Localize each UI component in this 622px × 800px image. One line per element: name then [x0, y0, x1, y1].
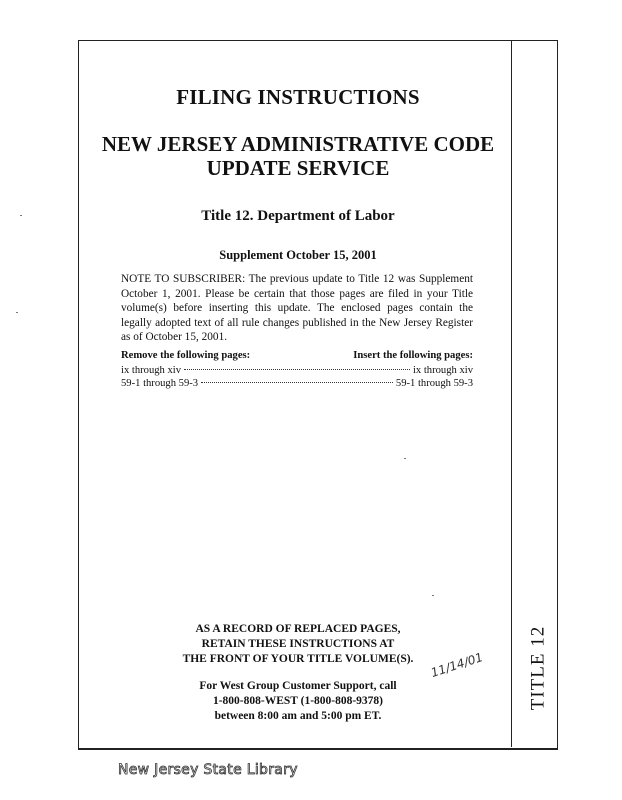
side-tab-label: TITLE 12 [527, 625, 549, 710]
code-title-line1: NEW JERSEY ADMINISTRATIVE CODE [101, 132, 495, 156]
title-line: Title 12. Department of Labor [201, 208, 395, 224]
scan-speck [20, 215, 22, 216]
insert-header: Insert the following pages: [353, 350, 473, 361]
scan-speck [16, 312, 18, 313]
record-line2: RETAIN THESE INSTRUCTIONS AT [201, 638, 395, 650]
side-tab [526, 625, 550, 710]
record-line1: AS A RECORD OF REPLACED PAGES, [195, 623, 401, 635]
handwritten-date: 11/14/01 [429, 650, 485, 680]
record-line3: THE FRONT OF YOUR TITLE VOLUME(S). [182, 653, 414, 665]
pages-table-header [121, 350, 473, 361]
remove-pages: 59-1 through 59-3 [121, 378, 199, 389]
scan-speck [404, 458, 406, 459]
remove-header: Remove the following pages: [121, 350, 251, 361]
dot-leader [201, 382, 393, 383]
supplement-date: Supplement October 15, 2001 [219, 248, 377, 262]
subscriber-note: NOTE TO SUBSCRIBER: The previous update to Title 12 was Supplement October 1, 2001. Please be certain that those pages are filed in your Title volume(s) before inserting this update. The enclosed pages contain the legally adopted text of all rule changes published in the New Jersey Register as of October 15, 2001. [121, 273, 473, 343]
customer-support [88, 679, 508, 724]
tab-divider-line [511, 40, 512, 747]
code-title [88, 132, 508, 180]
code-title-line2: UPDATE SERVICE [206, 156, 390, 180]
page-heading: FILING INSTRUCTIONS [176, 85, 420, 109]
insert-pages: 59-1 through 59-3 [395, 378, 473, 389]
scan-speck [432, 595, 434, 596]
remove-pages: ix through xiv [121, 365, 182, 376]
pages-table [121, 350, 473, 390]
insert-pages: ix through xiv [412, 365, 473, 376]
support-line2: 1-800-808-WEST (1-800-808-9378) [212, 695, 384, 707]
dot-leader [184, 369, 410, 370]
library-stamp: New Jersey State Library [118, 762, 298, 778]
support-line3: between 8:00 am and 5:00 pm ET. [214, 710, 382, 722]
support-line1: For West Group Customer Support, call [199, 680, 397, 692]
table-row [121, 364, 473, 377]
table-row [121, 377, 473, 390]
